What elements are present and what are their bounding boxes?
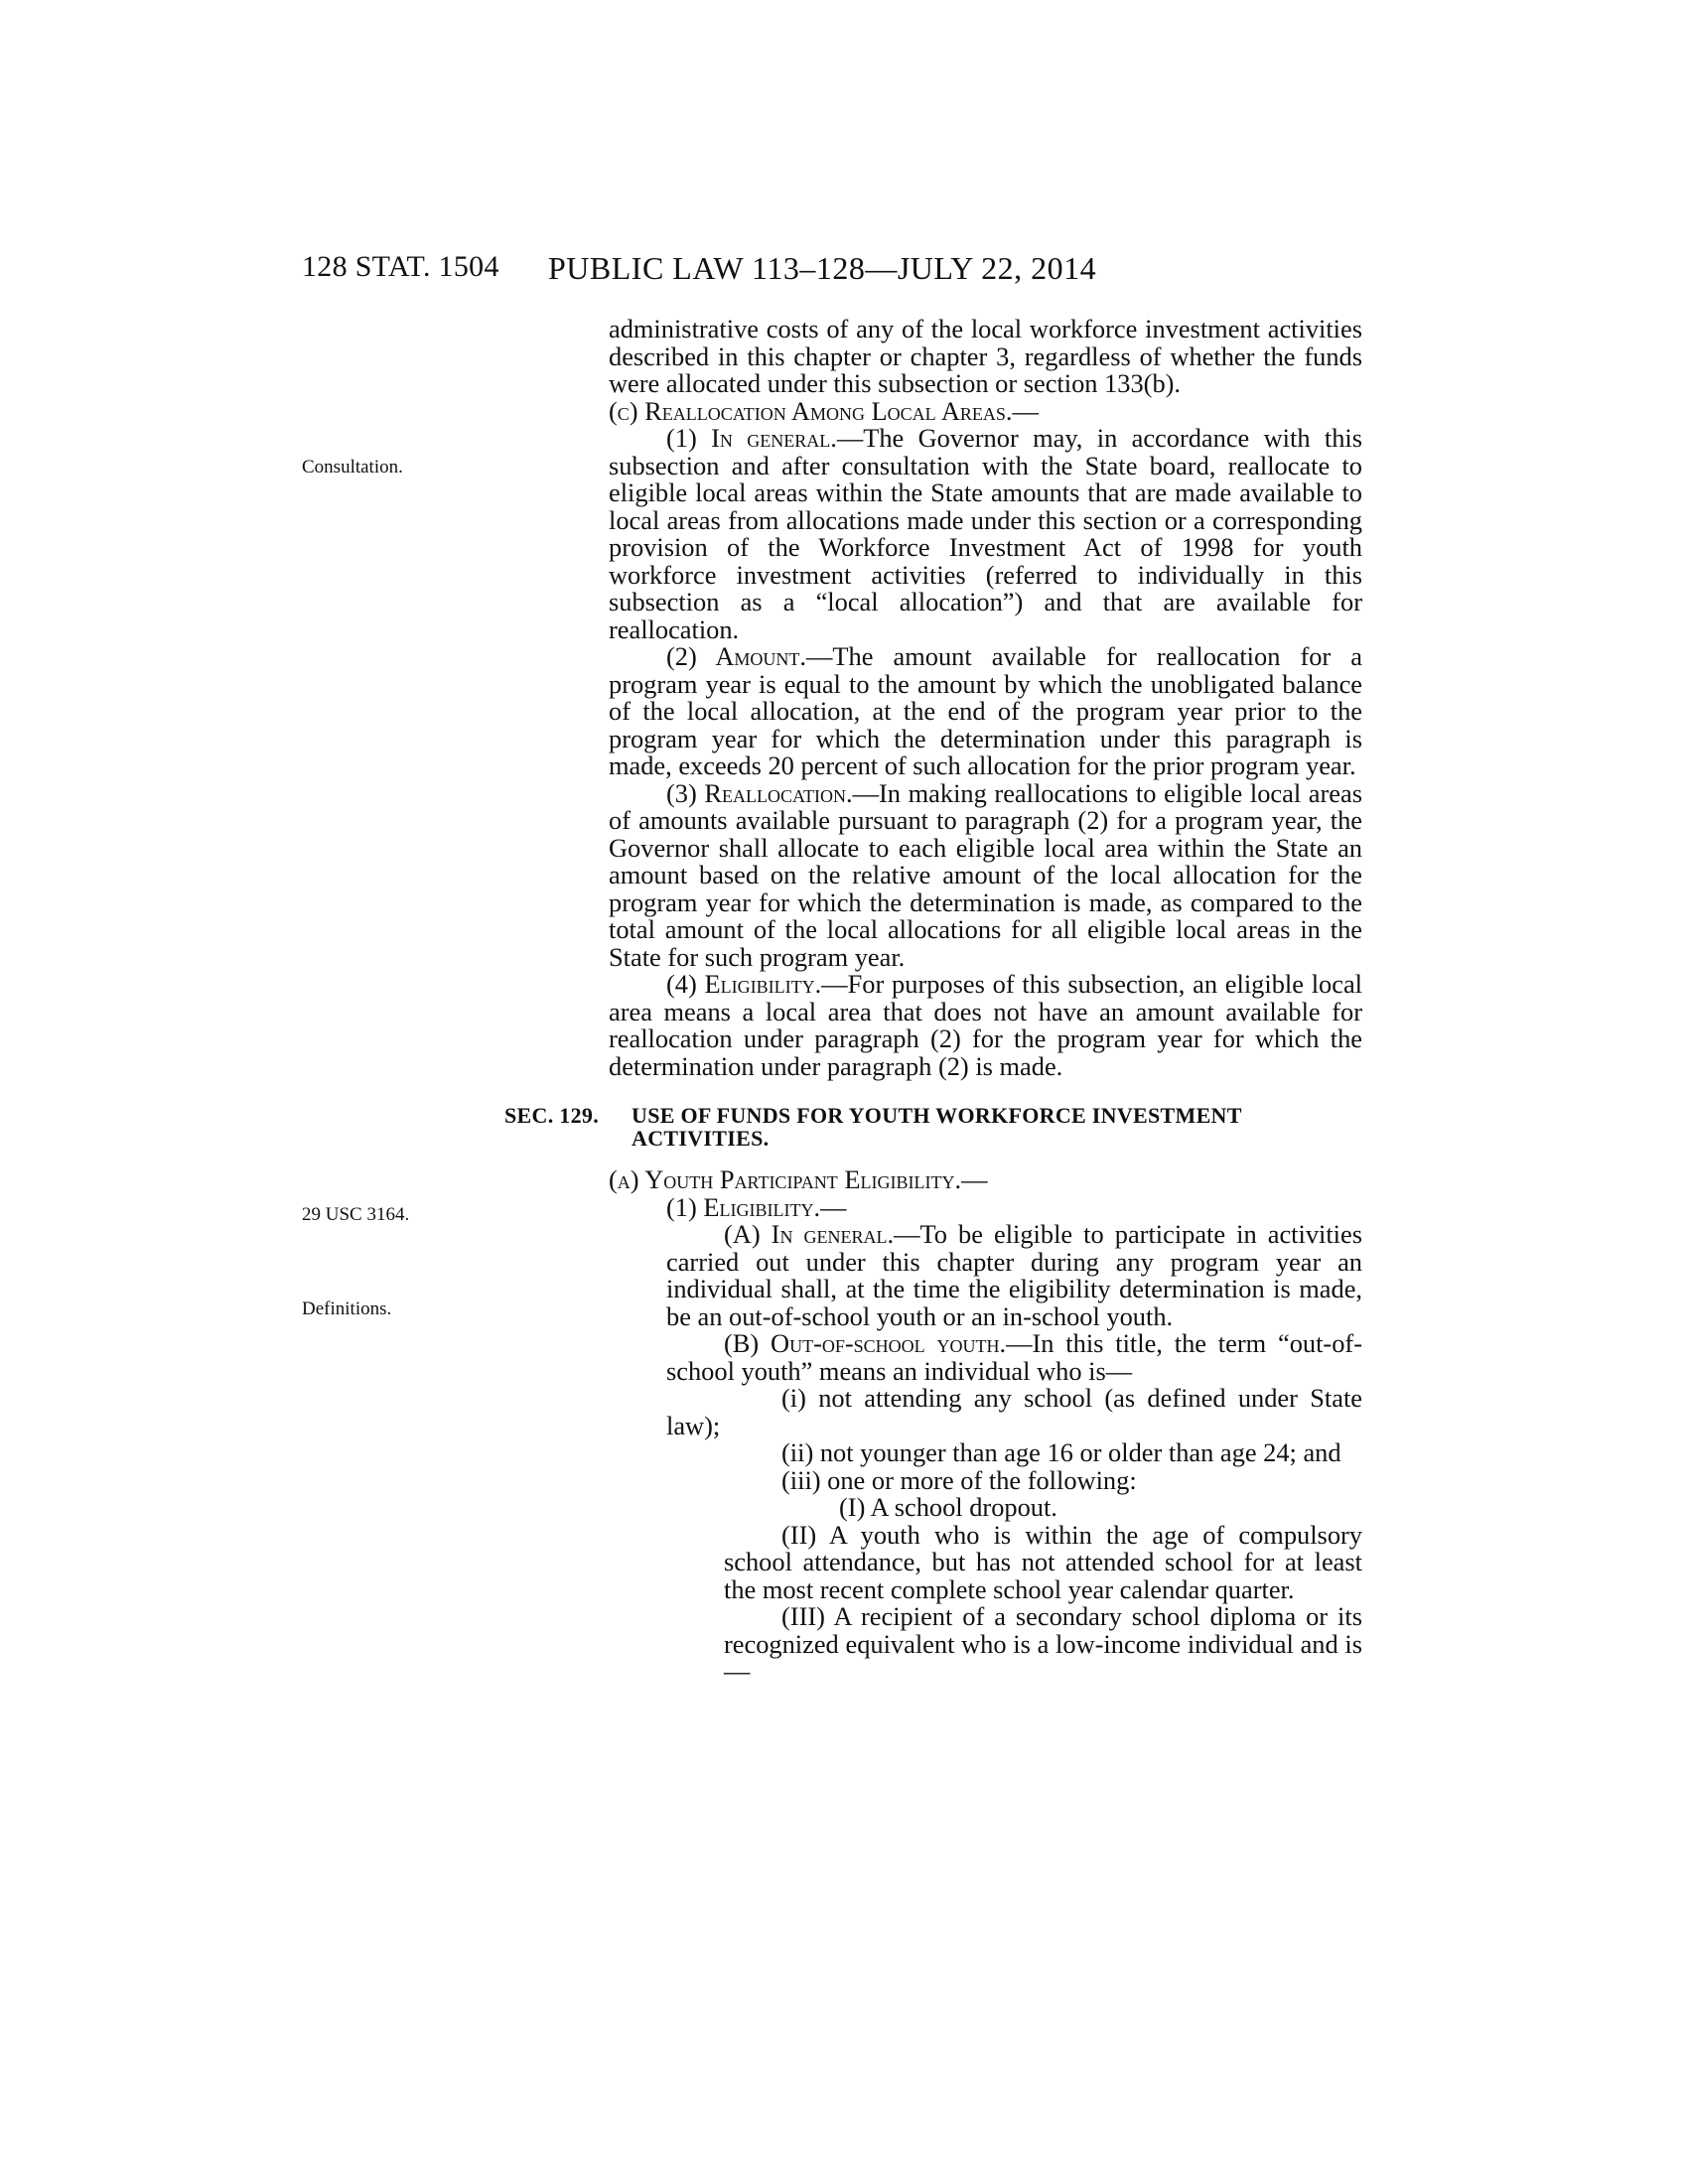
margin-note-usc: 29 USC 3164.: [302, 1204, 410, 1225]
subclause-III: (III) A recipient of a secondary school diploma or its recognized equivalent who is a low-income individual and is—: [724, 1601, 1362, 1686]
statute-body: [504, 314, 1363, 1686]
paragraph-c2-text: —The amount available for reallocation for a program year is equal to the amount by which the unobligated balance of the local allocation, at the end of the program year prior to the program year for which the determination under this paragraph is made, exceeds 20 percent of such allocation for the prior program year.: [609, 641, 1362, 780]
running-title: PUBLIC LAW 113–128—JULY 22, 2014: [548, 250, 1097, 286]
section-number: SEC. 129.: [504, 1103, 599, 1128]
subparagraph-a: [551, 1221, 1362, 1330]
subparagraph-b-label: (B) Out-of-school youth.: [724, 1328, 1007, 1358]
subclause-II: (II) A youth who is within the age of compulsory school attendance, but has not attended school for at least the most recent complete school year calendar quarter.: [724, 1519, 1362, 1604]
margin-note-definitions: Definitions.: [302, 1298, 392, 1319]
subparagraph-a-text: —To be eligible to participate in activities carried out under this chapter during any program year an individual shall, at the time the eligibility determination is made, be an out-of-school youth or an in-school youth.: [666, 1219, 1362, 1331]
section-title-line-2: ACTIVITIES.: [632, 1126, 770, 1151]
statute-page-number: 128 STAT. 1504: [302, 250, 499, 283]
page-header: [302, 250, 1364, 290]
subsection-c-heading: [551, 395, 1362, 426]
paragraph-c2: [551, 643, 1362, 780]
subsection-a-heading: [551, 1166, 1362, 1194]
clause-iii: (iii) one or more of the following:: [781, 1464, 1137, 1495]
margin-note-consultation: Consultation.: [302, 457, 403, 478]
subsection-a-title: (a) Youth Participant Eligibility.—: [609, 1164, 988, 1194]
paragraph-c1-label: (1) In general.: [666, 423, 837, 453]
paragraph-c3-label: (3) Reallocation.: [666, 777, 853, 808]
clause-i: (i) not attending any school (as defined under State law);: [666, 1383, 1362, 1440]
paragraph-c4-text: —For purposes of this subsection, an eligible local area means a local area that does not have an amount available for reallocation under paragraph (2) for the program year for which the determination under paragraph (2) is made.: [609, 969, 1362, 1081]
paragraph-c1: [551, 425, 1362, 643]
subsection-c-title: (c) Reallocation Among Local Areas.—: [609, 395, 1039, 426]
paragraph-c3: [551, 777, 1362, 972]
section-129-heading: [504, 1104, 1362, 1150]
continuation-paragraph: administrative costs of any of the local workforce investment activities described in this chapter or chapter 3, regardless of whether the funds were allocated under this subsection or section 133(b).: [609, 314, 1362, 398]
clause-ii: (ii) not younger than age 16 or older than age 24; and: [781, 1437, 1341, 1467]
section-title-line-1: USE OF FUNDS FOR YOUTH WORKFORCE INVESTMENT: [632, 1103, 1242, 1128]
paragraph-a1-heading: [551, 1191, 1362, 1222]
subparagraph-a-label: (A) In general.: [724, 1219, 895, 1249]
paragraph-c3-text: —In making reallocations to eligible local areas of amounts available pursuant to paragraph (2) for a program year, the Governor shall allocate to each eligible local area within the State an amount based on the relative amount of the local allocation for the program year for which the determination is made, as compared to the total amount of the local allocations for all eligible local areas in the State for such program year.: [609, 777, 1362, 972]
paragraph-a1-title: (1) Eligibility.—: [666, 1191, 847, 1222]
subclause-I: (I) A school dropout.: [839, 1492, 1057, 1522]
paragraph-c2-label: (2) Amount.: [666, 641, 807, 671]
paragraph-c4-label: (4) Eligibility.: [666, 969, 822, 999]
paragraph-c1-text: —The Governor may, in accordance with this subsection and after consultation with the State board, reallocate to eligible local areas within the State amounts that are made available to local areas from allocations made under this section or a corresponding provision of the Workforce Investment Act of 1998 for youth workforce investment activities (referred to individually in this subsection as a “local allocation”) and that are available for reallocation.: [609, 423, 1363, 644]
paragraph-c4: [551, 971, 1362, 1080]
subparagraph-b-text: —In this title, the term “out-of-school youth” means an individual who is—: [666, 1328, 1362, 1386]
subparagraph-b: [551, 1330, 1362, 1385]
